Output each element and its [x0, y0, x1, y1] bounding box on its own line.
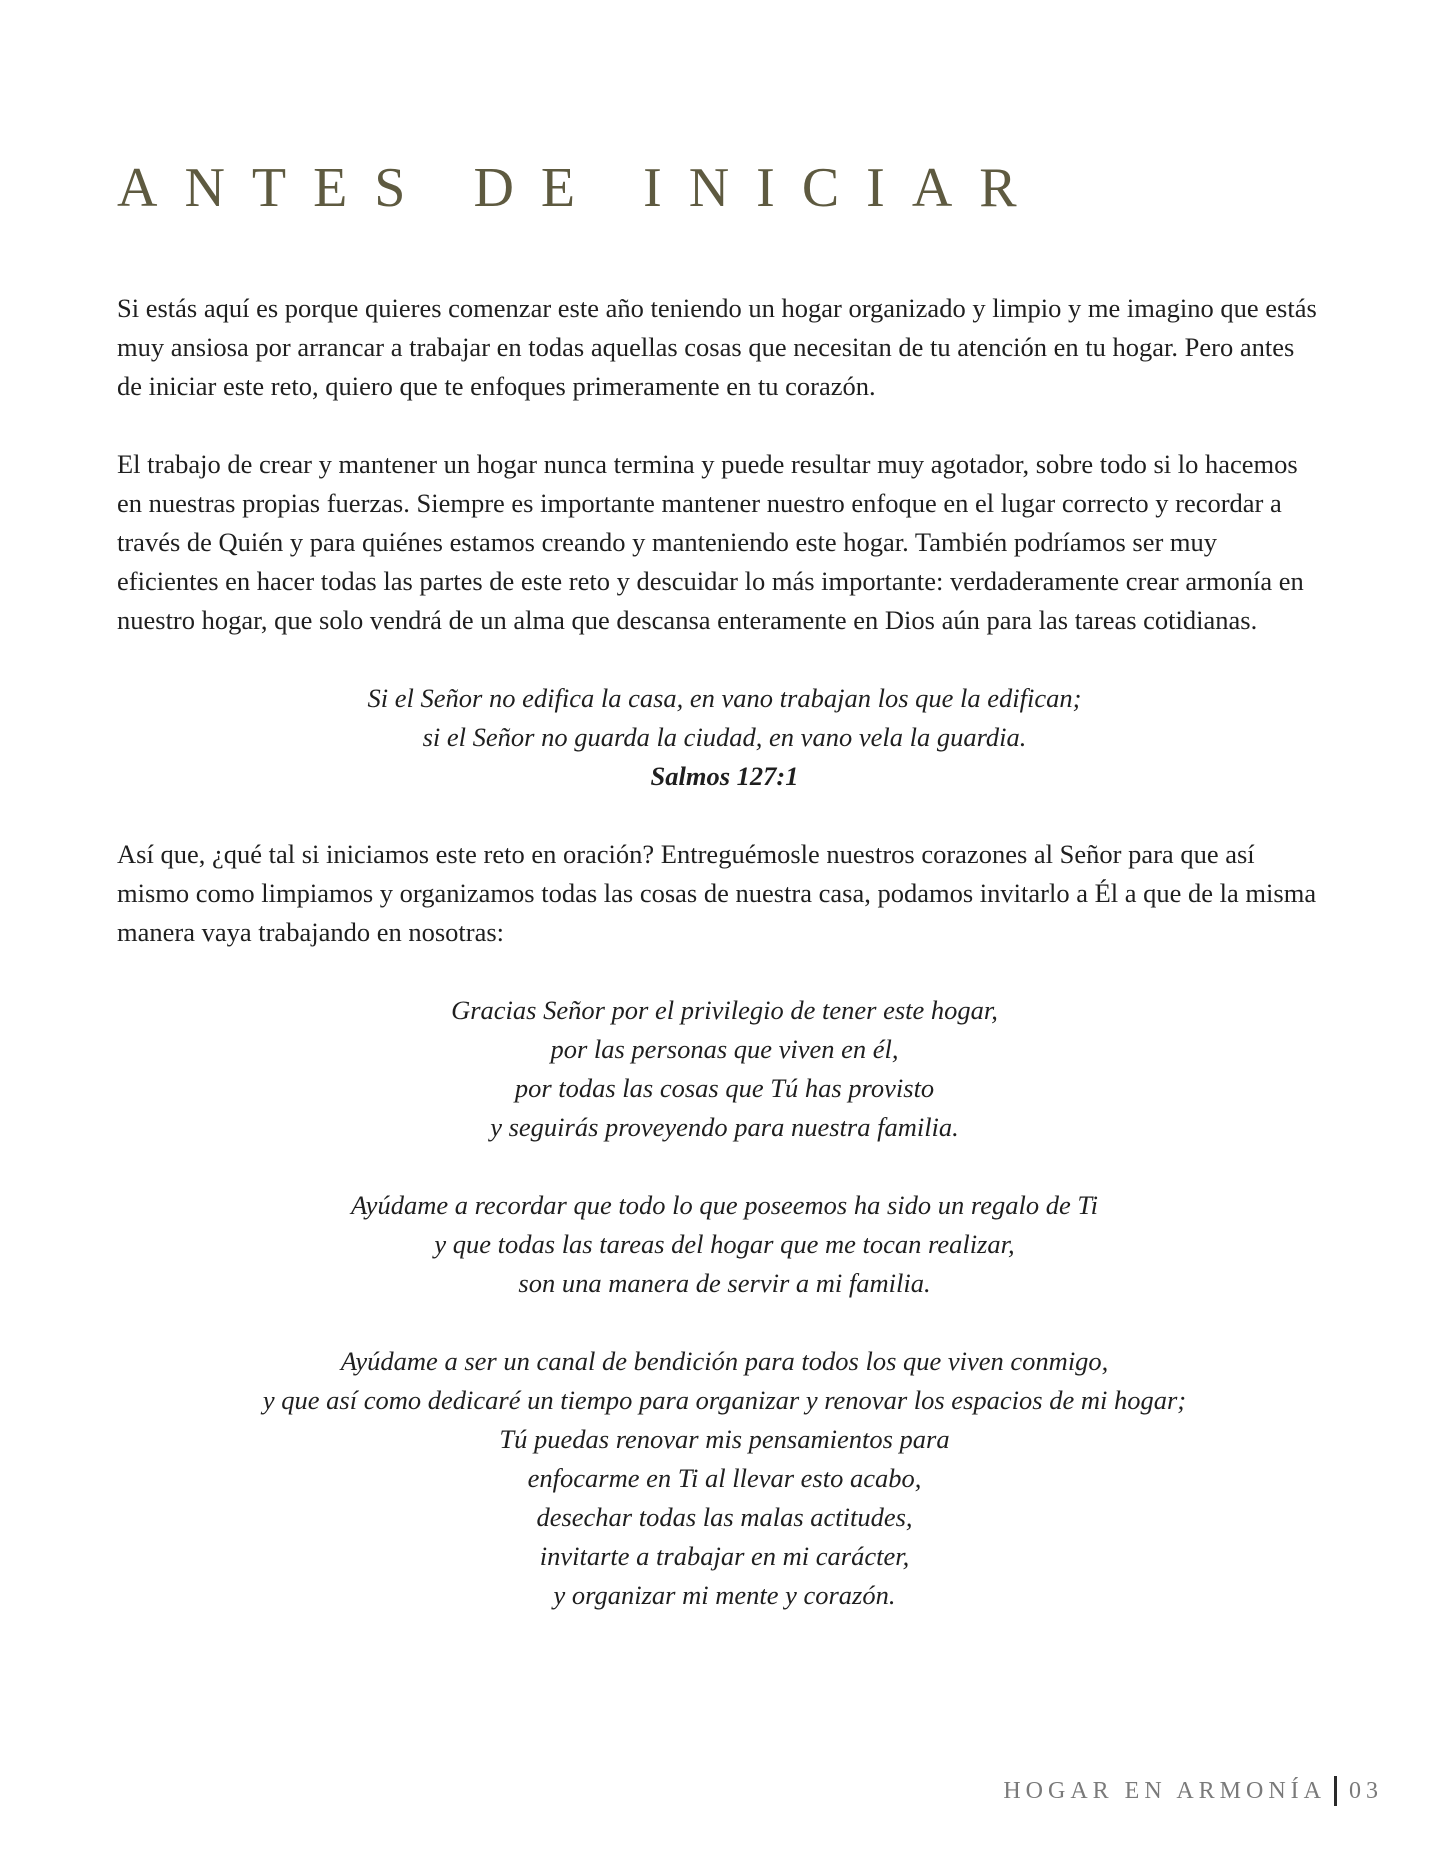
paragraph-line: muy ansiosa por arrancar a trabajar en todas aquellas cosas que necesitan de tu atención en tu hogar. Pero antes [117, 332, 1295, 362]
paragraph-line: través de Quién y para quiénes estamos creando y manteniendo este hogar. También podríamos ser muy [117, 527, 1218, 557]
paragraph-2 [117, 445, 1332, 640]
prayer-intro [117, 835, 1332, 952]
verse-reference: Salmos 127:1 [650, 761, 799, 791]
paragraph-line: El trabajo de crear y mantener un hogar nunca termina y puede resultar muy agotador, sobre todo si lo hacemos [117, 449, 1298, 479]
prayer-line: por las personas que viven en él, [550, 1034, 899, 1064]
paragraph-line: Si estás aquí es porque quieres comenzar este año teniendo un hogar organizado y limpio y me imagino que estás [117, 293, 1317, 323]
prayer-line: Ayúdame a recordar que todo lo que poseemos ha sido un regalo de Ti [350, 1190, 1099, 1220]
verse-line: si el Señor no guarda la ciudad, en vano vela la guardia. [422, 722, 1027, 752]
footer-page-number: 03 [1349, 1777, 1383, 1804]
prayer-line: desechar todas las malas actitudes, [536, 1502, 913, 1532]
verse-line: Si el Señor no edifica la casa, en vano trabajan los que la edifican; [367, 683, 1082, 713]
prayer-line: y seguirás proveyendo para nuestra familia. [490, 1112, 959, 1142]
footer-divider [1334, 1776, 1337, 1806]
paragraph-line: de iniciar este reto, quiero que te enfoques primeramente en tu corazón. [117, 371, 876, 401]
prayer-line: Gracias Señor por el privilegio de tener este hogar, [451, 995, 998, 1025]
prayer-line: y organizar mi mente y corazón. [553, 1580, 896, 1610]
paragraph-line: manera vaya trabajando en nosotras: [117, 917, 505, 947]
prayer-stanza-1 [117, 991, 1332, 1147]
page-content [117, 289, 1332, 1654]
footer-book-title: HOGAR EN ARMONÍA [1003, 1777, 1326, 1804]
prayer-line: enfocarme en Ti al llevar esto acabo, [527, 1463, 922, 1493]
prayer-stanza-3 [117, 1342, 1332, 1615]
prayer-line: por todas las cosas que Tú has provisto [514, 1073, 935, 1103]
prayer-line: y que todas las tareas del hogar que me tocan realizar, [434, 1229, 1015, 1259]
paragraph-line: eficientes en hacer todas las partes de este reto y descuidar lo más importante: verdaderamente crear armonía en [117, 566, 1304, 596]
prayer-stanza-2 [117, 1186, 1332, 1303]
paragraph-line: Así que, ¿qué tal si iniciamos este reto en oración? Entreguémosle nuestros corazones al Señor para que así [117, 839, 1255, 869]
paragraph-line: en nuestras propias fuerzas. Siempre es importante mantener nuestro enfoque en el lugar correcto y recordar a [117, 488, 1282, 518]
paragraph-1 [117, 289, 1332, 406]
bible-verse [117, 679, 1332, 796]
page-footer [1003, 1776, 1383, 1806]
paragraph-line: mismo como limpiamos y organizamos todas las cosas de nuestra casa, podamos invitarlo a Él a que de la misma [117, 878, 1317, 908]
prayer-line: Tú puedas renovar mis pensamientos para [499, 1424, 950, 1454]
prayer-line: Ayúdame a ser un canal de bendición para todos los que viven conmigo, [340, 1346, 1109, 1376]
prayer-line: invitarte a trabajar en mi carácter, [539, 1541, 910, 1571]
paragraph-line: nuestro hogar, que solo vendrá de un alma que descansa enteramente en Dios aún para las tareas cotidianas. [117, 605, 1258, 635]
prayer-line: son una manera de servir a mi familia. [518, 1268, 931, 1298]
page-title: ANTES DE INICIAR [117, 157, 1044, 219]
prayer-line: y que así como dedicaré un tiempo para organizar y renovar los espacios de mi hogar; [262, 1385, 1187, 1415]
